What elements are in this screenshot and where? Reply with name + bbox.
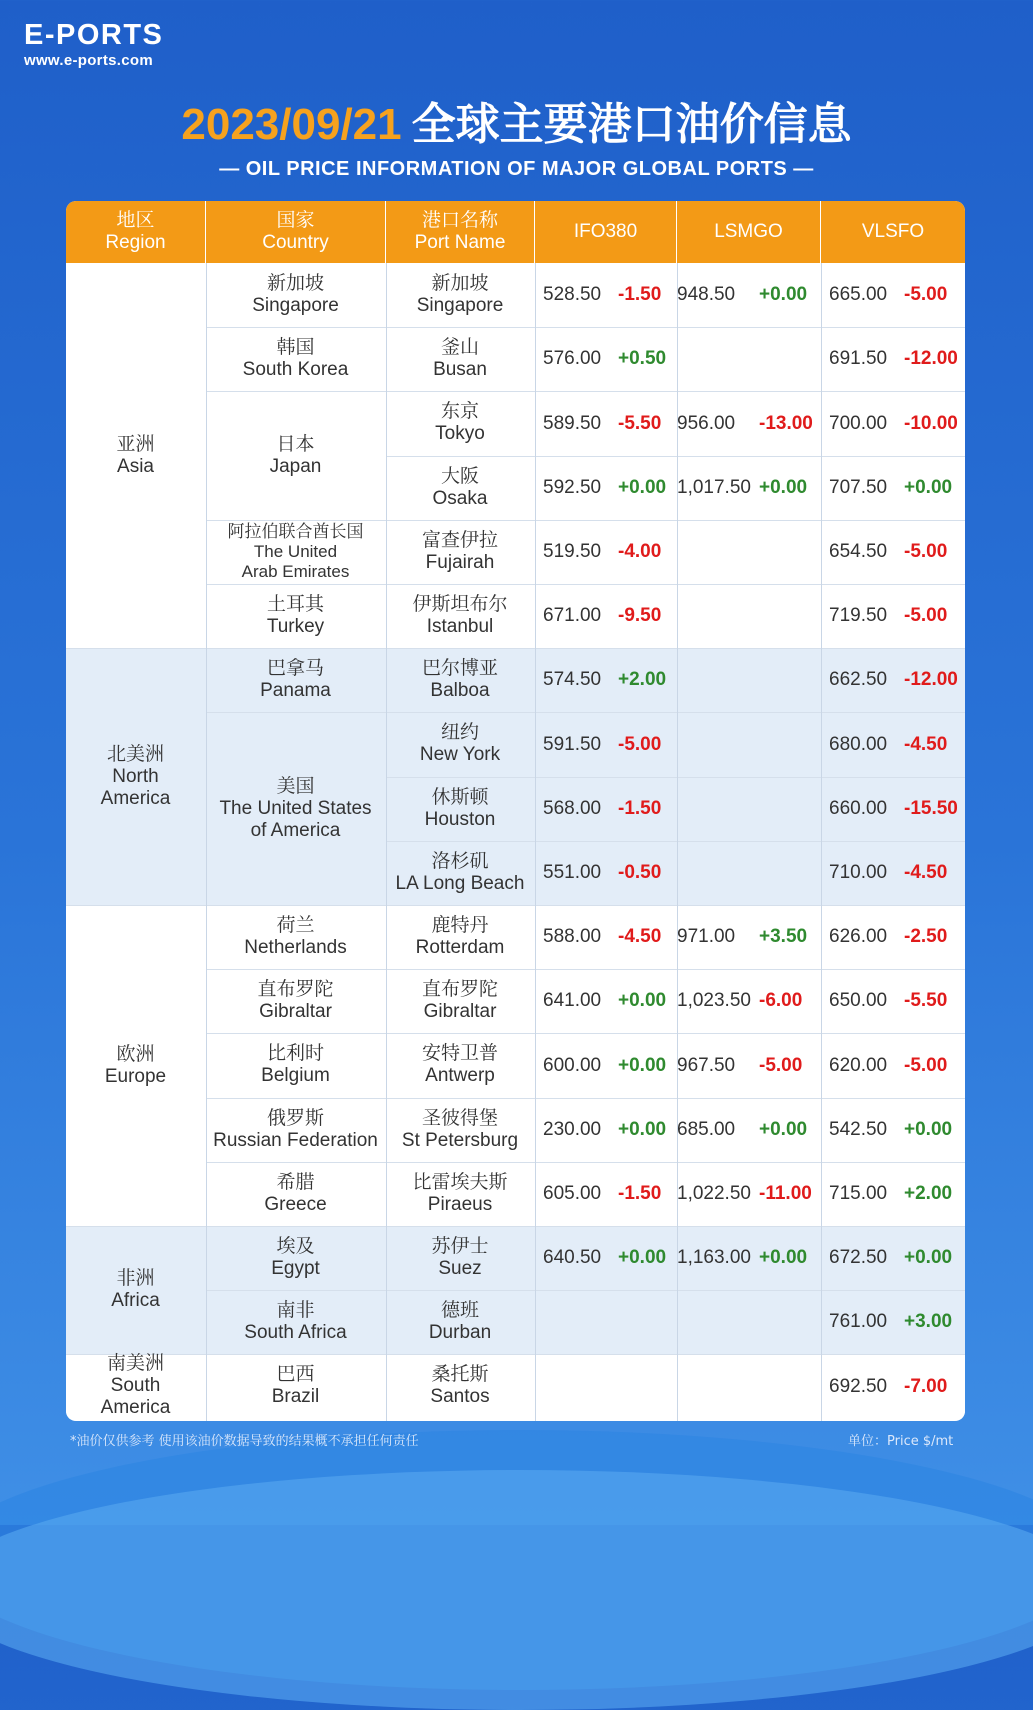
disclaimer: *油价仅供参考 使用该油价数据导致的结果概不承担任何责任 (70, 1434, 419, 1449)
title-date: 2023/09/21 (181, 100, 402, 149)
lsmgo-change: -5.00 (759, 1054, 803, 1076)
header-en: VLSFO (861, 221, 925, 242)
country-en: of America (250, 819, 341, 841)
port-cell (386, 648, 534, 712)
port-cell (386, 841, 534, 905)
vlsfo-change: -4.50 (904, 733, 948, 755)
region-en: America (100, 1397, 171, 1419)
region-cn: 欧洲 (116, 1043, 155, 1065)
lsmgo-value: 1,022.50 (677, 1182, 751, 1204)
country-cn: 直布罗陀 (257, 979, 334, 1001)
ifo-change: -1.50 (618, 284, 662, 306)
vlsfo-value: 715.00 (829, 1182, 888, 1204)
port-en: Gibraltar (423, 1001, 497, 1023)
country-cell (206, 391, 385, 519)
country-cell (206, 1290, 385, 1354)
region-en: Europe (104, 1065, 167, 1087)
header-cell (821, 201, 965, 263)
header-en: Country (262, 232, 329, 253)
port-cell (386, 456, 534, 520)
country-cn: 日本 (276, 433, 315, 455)
region-en: Asia (117, 455, 154, 477)
port-cell (386, 391, 534, 455)
lsmgo-value: 1,023.50 (677, 990, 751, 1012)
region-en: Africa (111, 1290, 160, 1312)
vlsfo-change: -5.00 (904, 284, 948, 306)
country-cell (206, 1162, 385, 1226)
lsmgo-change: -11.00 (759, 1182, 812, 1204)
country-en: Japan (269, 455, 322, 477)
logo-url: www.e-ports.com (24, 52, 153, 69)
port-cn: 比雷埃夫斯 (412, 1171, 508, 1193)
lsmgo-change: +3.50 (759, 926, 808, 948)
country-cell (206, 905, 385, 969)
vlsfo-value: 691.50 (829, 348, 888, 370)
country-cn: 美国 (276, 775, 315, 797)
lsmgo-change: +0.00 (759, 284, 808, 306)
port-cell (386, 1226, 534, 1290)
ifo-value: 588.00 (543, 926, 602, 948)
port-cell (386, 1290, 534, 1354)
lsmgo-change: +0.00 (759, 1118, 808, 1140)
ifo-value: 605.00 (543, 1182, 602, 1204)
page-title (0, 96, 1033, 154)
port-cell (386, 1098, 534, 1162)
port-en: Singapore (416, 295, 504, 317)
port-cn: 纽约 (440, 722, 479, 744)
lsmgo-value: 971.00 (677, 926, 736, 948)
vlsfo-change: +0.00 (904, 1118, 953, 1140)
ifo-value: 592.50 (543, 476, 602, 498)
vlsfo-change: +0.00 (904, 476, 953, 498)
vlsfo-change: +0.00 (904, 1247, 953, 1269)
header-en: Region (105, 232, 166, 253)
port-en: LA Long Beach (395, 872, 525, 894)
ifo-value: 641.00 (543, 990, 602, 1012)
port-cn: 鹿特丹 (431, 915, 489, 937)
region-cell (66, 905, 205, 1226)
port-cell (386, 969, 534, 1033)
country-en: South Africa (244, 1322, 347, 1344)
lsmgo-change: -13.00 (759, 412, 813, 434)
port-cell (386, 327, 534, 391)
port-en: Balboa (430, 680, 490, 702)
country-cn: 埃及 (276, 1236, 315, 1258)
ifo-change: -9.50 (618, 605, 662, 627)
header-en: Port Name (414, 232, 506, 253)
header-cell (206, 201, 386, 263)
port-cn: 大阪 (440, 465, 479, 487)
vlsfo-value: 650.00 (829, 990, 888, 1012)
vlsfo-change: -7.00 (904, 1375, 948, 1397)
country-en: Egypt (271, 1258, 320, 1280)
vlsfo-value: 654.50 (829, 540, 888, 562)
country-en: Singapore (252, 295, 339, 317)
vlsfo-value: 672.50 (829, 1247, 888, 1269)
price-table (66, 201, 965, 1421)
ifo-value: 551.00 (543, 861, 602, 883)
country-en: Russian Federation (213, 1129, 378, 1151)
port-cn: 休斯顿 (431, 786, 489, 808)
port-en: St Petersburg (401, 1129, 519, 1151)
country-cn: 南非 (276, 1300, 315, 1322)
port-en: Tokyo (435, 423, 485, 445)
header-cn: 地区 (116, 210, 155, 231)
ifo-value: 574.50 (543, 669, 602, 691)
country-cell (206, 1354, 385, 1418)
ifo-change: -5.50 (618, 412, 662, 434)
port-cell (386, 1162, 534, 1226)
region-en: North (112, 765, 159, 787)
ifo-value: 519.50 (543, 540, 602, 562)
port-cn: 巴尔博亚 (421, 658, 498, 680)
vlsfo-value: 700.00 (829, 412, 888, 434)
country-en: Gibraltar (259, 1001, 332, 1023)
vlsfo-change: -12.00 (904, 669, 958, 691)
vlsfo-value: 660.00 (829, 797, 888, 819)
vlsfo-value: 662.50 (829, 669, 888, 691)
vlsfo-change: -5.00 (904, 540, 948, 562)
country-en: Turkey (266, 616, 325, 638)
country-cn: 韩国 (276, 337, 315, 359)
ifo-value: 568.00 (543, 797, 602, 819)
country-en: Belgium (261, 1065, 330, 1087)
port-en: Piraeus (427, 1193, 493, 1215)
port-en: Santos (430, 1386, 490, 1408)
header-cn: 国家 (276, 210, 315, 231)
port-cell (386, 777, 534, 841)
column-divider (821, 263, 822, 1421)
region-cn: 非洲 (116, 1268, 155, 1290)
region-cn: 亚洲 (116, 433, 155, 455)
country-en: Netherlands (244, 937, 347, 959)
header-cell (535, 201, 677, 263)
country-cn: 荷兰 (276, 915, 315, 937)
lsmgo-change: +0.00 (759, 476, 808, 498)
ifo-change: -4.00 (618, 540, 662, 562)
port-cell (386, 905, 534, 969)
country-cell (206, 327, 385, 391)
region-cn: 北美洲 (106, 743, 164, 765)
country-cell (206, 584, 385, 648)
header-cn: 港口名称 (421, 210, 498, 231)
lsmgo-value: 1,163.00 (677, 1247, 751, 1269)
vlsfo-change: -12.00 (904, 348, 958, 370)
vlsfo-value: 542.50 (829, 1118, 888, 1140)
region-cn: 南美洲 (106, 1353, 164, 1375)
vlsfo-value: 710.00 (829, 861, 888, 883)
vlsfo-value: 626.00 (829, 926, 888, 948)
country-cn: 希腊 (276, 1171, 315, 1193)
ifo-change: +0.00 (618, 1247, 667, 1269)
vlsfo-change: -4.50 (904, 861, 948, 883)
port-cn: 新加坡 (431, 273, 489, 295)
country-en: Greece (264, 1193, 327, 1215)
port-cell (386, 1354, 534, 1418)
port-cn: 伊斯坦布尔 (412, 594, 508, 616)
vlsfo-change: -2.50 (904, 926, 948, 948)
port-cn: 富查伊拉 (421, 529, 498, 551)
region-cell (66, 1354, 205, 1418)
port-cn: 东京 (440, 401, 479, 423)
ifo-change: +0.00 (618, 1118, 667, 1140)
ifo-value: 528.50 (543, 284, 602, 306)
ifo-value: 589.50 (543, 412, 602, 434)
lsmgo-value: 1,017.50 (677, 476, 751, 498)
port-en: Durban (428, 1322, 492, 1344)
vlsfo-value: 707.50 (829, 476, 888, 498)
vlsfo-change: -15.50 (904, 797, 958, 819)
port-cell (386, 584, 534, 648)
ifo-value: 591.50 (543, 733, 602, 755)
port-cn: 桑托斯 (431, 1364, 489, 1386)
port-en: Rotterdam (415, 937, 505, 959)
port-cn: 洛杉矶 (431, 850, 489, 872)
ifo-value: 230.00 (543, 1118, 602, 1140)
ifo-change: +0.00 (618, 990, 667, 1012)
ifo-change: +0.00 (618, 1054, 667, 1076)
header-en: LSMGO (714, 221, 783, 242)
ifo-value: 671.00 (543, 605, 602, 627)
vlsfo-value: 620.00 (829, 1054, 888, 1076)
country-cell (206, 648, 385, 712)
port-cell (386, 263, 534, 327)
region-en: South (110, 1375, 161, 1397)
vlsfo-change: -5.50 (904, 990, 948, 1012)
region-cell (66, 1226, 205, 1354)
country-cell (206, 712, 385, 905)
header-cell (386, 201, 535, 263)
port-en: Suez (438, 1258, 482, 1280)
country-cn: 巴拿马 (266, 658, 324, 680)
header-cell (66, 201, 206, 263)
country-cn: 新加坡 (266, 273, 324, 295)
header-en: IFO380 (573, 221, 638, 242)
country-en: Arab Emirates (241, 561, 350, 581)
country-cn: 阿拉伯联合酋长国 (227, 521, 364, 541)
region-en: America (100, 787, 171, 809)
lsmgo-change: -6.00 (759, 990, 803, 1012)
title-cn: 全球主要港口油价信息 (411, 99, 852, 150)
logo (24, 18, 163, 69)
ifo-change: +0.50 (618, 348, 667, 370)
vlsfo-value: 665.00 (829, 284, 888, 306)
ifo-change: -4.50 (618, 926, 662, 948)
port-cell (386, 520, 534, 584)
region-cell (66, 263, 205, 648)
country-en: The United States (219, 797, 372, 819)
port-cn: 圣彼得堡 (421, 1107, 498, 1129)
vlsfo-change: -5.00 (904, 1054, 948, 1076)
unit-label: 单位：Price $/mt (848, 1434, 954, 1449)
port-en: Fujairah (425, 551, 495, 573)
port-cn: 德班 (440, 1300, 479, 1322)
port-en: Osaka (432, 487, 488, 509)
ifo-change: -5.00 (618, 733, 662, 755)
country-en: Brazil (271, 1386, 320, 1408)
port-en: Antwerp (425, 1065, 495, 1087)
ifo-change: +2.00 (618, 669, 667, 691)
ifo-change: -0.50 (618, 861, 662, 883)
port-cn: 苏伊士 (431, 1236, 489, 1258)
country-cn: 巴西 (276, 1364, 315, 1386)
port-en: New York (419, 744, 501, 766)
country-cn: 土耳其 (266, 594, 324, 616)
lsmgo-change: +0.00 (759, 1247, 808, 1269)
ifo-value: 600.00 (543, 1054, 602, 1076)
vlsfo-change: -5.00 (904, 605, 948, 627)
port-cell (386, 1033, 534, 1097)
page-subtitle: — OIL PRICE INFORMATION OF MAJOR GLOBAL PORTS — (219, 158, 814, 180)
country-cell (206, 263, 385, 327)
country-en: The United (253, 541, 338, 561)
vlsfo-value: 680.00 (829, 733, 888, 755)
vlsfo-value: 692.50 (829, 1375, 888, 1397)
lsmgo-value: 956.00 (677, 412, 736, 434)
lsmgo-value: 948.50 (677, 284, 736, 306)
country-cn: 俄罗斯 (266, 1107, 324, 1129)
lsmgo-value: 967.50 (677, 1054, 736, 1076)
lsmgo-value: 685.00 (677, 1118, 736, 1140)
vlsfo-value: 719.50 (829, 605, 888, 627)
table-header (66, 201, 965, 263)
ifo-change: +0.00 (618, 476, 667, 498)
vlsfo-change: +2.00 (904, 1182, 953, 1204)
country-cell (206, 1033, 385, 1097)
port-en: Houston (424, 808, 496, 830)
ifo-change: -1.50 (618, 1182, 662, 1204)
port-cn: 釜山 (440, 337, 479, 359)
country-cn: 比利时 (266, 1043, 324, 1065)
region-cell (66, 648, 205, 905)
ifo-change: -1.50 (618, 797, 662, 819)
port-en: Busan (433, 359, 487, 381)
country-cell (206, 1226, 385, 1290)
country-en: Panama (260, 680, 331, 702)
country-cell (206, 520, 385, 584)
port-cn: 安特卫普 (421, 1043, 498, 1065)
vlsfo-change: +3.00 (904, 1311, 953, 1333)
port-cell (386, 712, 534, 776)
header-cell (677, 201, 821, 263)
logo-text: E-PORTS (24, 19, 164, 51)
country-cell (206, 1098, 385, 1162)
vlsfo-value: 761.00 (829, 1311, 888, 1333)
ifo-value: 640.50 (543, 1247, 602, 1269)
port-cn: 直布罗陀 (421, 979, 498, 1001)
country-en: South Korea (242, 359, 349, 381)
port-en: Istanbul (426, 616, 494, 638)
vlsfo-change: -10.00 (904, 412, 958, 434)
ifo-value: 576.00 (543, 348, 602, 370)
country-cell (206, 969, 385, 1033)
column-divider (535, 263, 536, 1421)
wave-decoration (0, 1470, 1033, 1710)
